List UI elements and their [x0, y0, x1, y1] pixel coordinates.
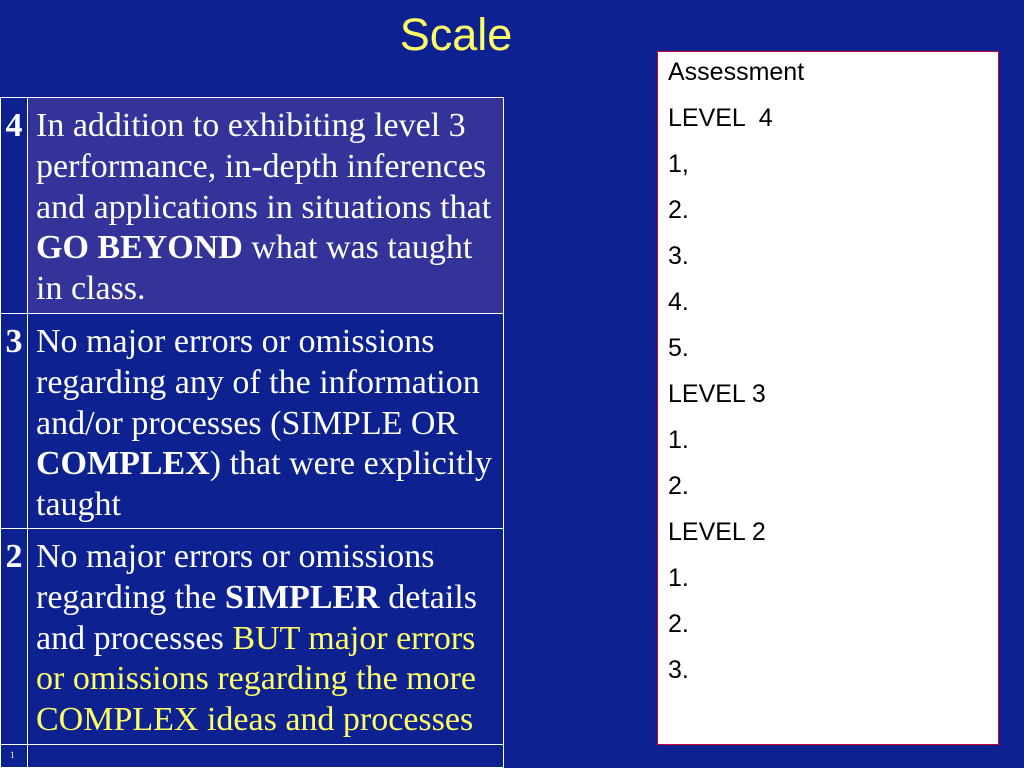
level-3-description: [28, 314, 503, 528]
highlighted-line: COMPLEX ideas and processes: [36, 701, 474, 739]
level-heading: LEVEL 2: [668, 518, 766, 546]
assessment-item: 2.: [668, 610, 689, 638]
description-text: and processes: [36, 619, 233, 657]
level-2-description: [28, 529, 503, 744]
description-line: in class.: [36, 270, 146, 308]
description-line: and applications in situations that: [36, 188, 492, 226]
description-line: performance, in-depth inferences: [36, 147, 487, 185]
highlighted-text: BUT major errors: [232, 619, 476, 657]
assessment-item: 1.: [668, 564, 689, 592]
description-line: regarding any of the information: [36, 363, 480, 401]
description-line: [36, 578, 503, 619]
level-1-number: 1: [1, 745, 27, 767]
assessment-box: [657, 51, 999, 745]
description-line: and/or processes (SIMPLE OR: [36, 404, 459, 442]
slide-title: Scale: [399, 9, 513, 60]
level-4-number: 4: [1, 98, 27, 313]
description-text: what was taught: [242, 229, 473, 267]
assessment-item: 3.: [668, 656, 689, 684]
level-4-description: [28, 98, 503, 313]
emphasis-simpler: SIMPLER: [224, 578, 380, 616]
assessment-item: 4.: [668, 288, 689, 316]
description-text: ) that were explicitly: [209, 445, 493, 483]
description-text: details: [379, 578, 477, 616]
description-line: taught: [36, 486, 121, 524]
scale-table: [0, 97, 504, 768]
description-line: In addition to exhibiting level 3: [36, 107, 466, 144]
description-text: regarding the: [36, 578, 225, 616]
level-1-description: [28, 745, 503, 767]
assessment-item: 2.: [668, 196, 689, 224]
highlighted-line: or omissions regarding the more: [36, 660, 477, 698]
description-line: No major errors or omissions: [36, 538, 435, 575]
assessment-item: 2.: [668, 472, 689, 500]
assessment-item: 5.: [668, 334, 689, 362]
emphasis-go-beyond: GO BEYOND: [36, 229, 243, 267]
level-2-number: 2: [1, 529, 27, 744]
level-3-number: 3: [1, 314, 27, 528]
description-line: [36, 619, 503, 660]
assessment-item: 3.: [668, 242, 689, 270]
assessment-heading: Assessment: [668, 58, 805, 86]
assessment-item: 1.: [668, 426, 689, 454]
level-heading: LEVEL 4: [668, 104, 773, 132]
level-heading: LEVEL 3: [668, 380, 766, 408]
description-line: [36, 228, 503, 269]
description-line: No major errors or omissions: [36, 323, 435, 360]
description-line: [36, 444, 503, 485]
emphasis-complex: COMPLEX: [36, 445, 210, 483]
assessment-item: 1,: [668, 150, 689, 178]
